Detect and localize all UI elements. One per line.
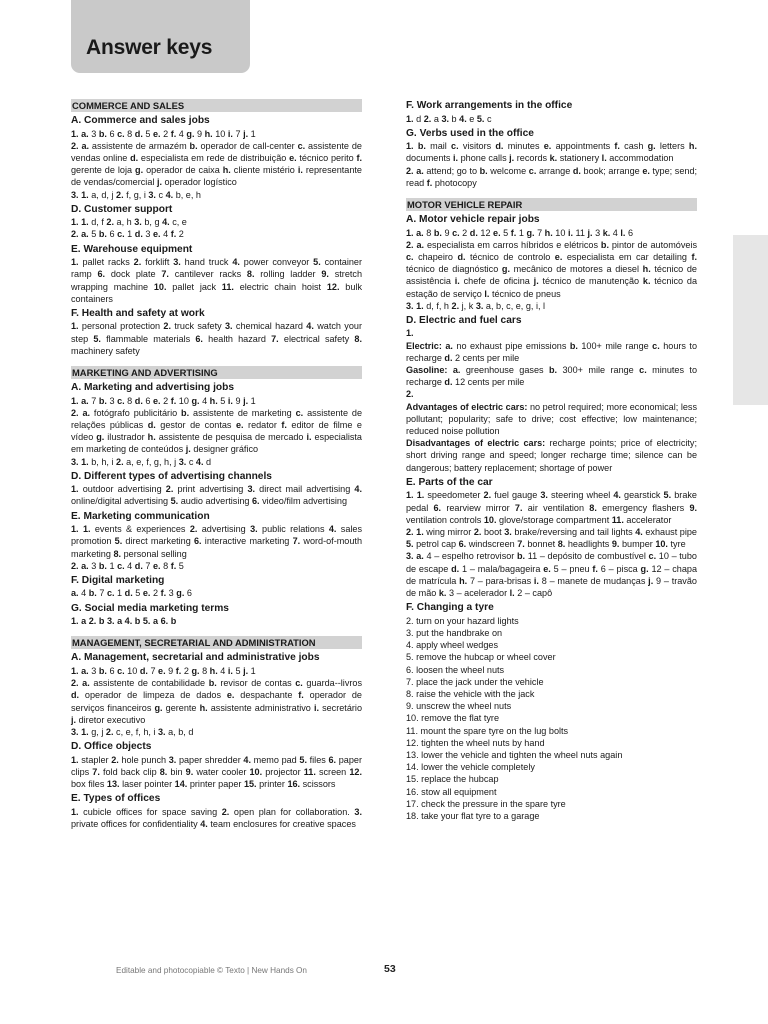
answer-line: 3. put the handbrake on: [406, 627, 503, 638]
answer-line: 1. 1. d, f 2. a, h 3. b, g 4. c, e: [71, 217, 187, 228]
answer-line: 17. check the pressure in the spare tyre: [406, 798, 566, 809]
answer-line: 1. 1. events & experiences 2. advertising 3. public relations 4. sales promotion 5. direct marketing 6. interactive marketing 7. word-of-mouth marketing 8. personal selling: [71, 524, 363, 559]
answer-line: 5. remove the hubcap or wheel cover: [406, 652, 556, 663]
exercise-heading: D. Electric and fuel cars: [406, 314, 522, 326]
answer-line: Disadvantages of electric cars: recharge points; price of electricity; short driving range and speed; longer recharge time; silence can be dangerous; battery replacement; shortage of power: [406, 438, 697, 473]
exercise-heading: A. Motor vehicle repair jobs: [406, 214, 540, 226]
exercise-heading: E. Types of offices: [71, 793, 161, 805]
answer-line: 1. stapler 2. hole punch 3. paper shredder 4. memo pad 5. files 6. paper clips 7. fold back clip 8. bin 9. water cooler 10. projector 11. screen 12. box files 13. laser pointer 14. printer paper 15. printer 16. scissors: [71, 754, 362, 790]
answer-line: 12. tighten the wheel nuts by hand: [406, 737, 545, 748]
exercise-heading: D. Different types of advertising channels: [71, 470, 272, 482]
answer-line: a. 4 b. 7 c. 1 d. 5 e. 2 f. 3 g. 6: [71, 588, 192, 599]
answer-line: 14. lower the vehicle completely: [406, 762, 535, 773]
exercise-heading: F. Health and safety at work: [71, 307, 205, 319]
answer-line: 2. a. 3 b. 1 c. 4 d. 7 e. 8 f. 5: [71, 560, 184, 571]
answer-line: 1. a. 3 b. 6 c. 8 d. 5 e. 2 f. 4 g. 9 h. 10 i. 7 j. 1: [71, 128, 256, 139]
answer-line: 8. raise the vehicle with the jack: [406, 688, 535, 699]
answer-line: 2. a. 5 b. 6 c. 1 d. 3 e. 4 f. 2: [71, 229, 184, 240]
title-tab: [71, 0, 250, 73]
section-band-heading: COMMERCE AND SALES: [71, 99, 362, 112]
answer-line: 1. 1. speedometer 2. fuel gauge 3. steering wheel 4. gearstick 5. brake pedal 6. rearview mirror 7. air ventilation 8. emergency flashers 9. ventilation controls 10. glove/storage compartment 11. accelerator: [406, 490, 698, 525]
exercise-heading: F. Changing a tyre: [406, 602, 494, 614]
answer-line: 7. place the jack under the vehicle: [406, 676, 544, 687]
footer-text: Editable and photocopiable © Texto | New Hands On: [116, 966, 307, 975]
answer-line: 3. 1. b, h, i 2. a, e, f, g, h, j 3. c 4. d: [71, 456, 212, 467]
answer-line: 2. a. assistente de contabilidade b. revisor de contas c. guarda--livros d. operador de limpeza de dados e. despachante f. operador de serviços financeiros g. gerente h. assistente administrativo i. secretário j. diretor executivo: [71, 678, 363, 725]
answer-line: 1. a. 8 b. 9 c. 2 d. 12 e. 5 f. 1 g. 7 h. 10 i. 11 j. 3 k. 4 l. 6: [406, 227, 634, 238]
answer-line: 1. b. mail c. visitors d. minutes e. appointments f. cash g. letters h. documents i. phone calls j. records k. stationery l. accommodation: [406, 141, 697, 164]
answer-line: 1. cubicle offices for space saving 2. open plan for collaboration. 3. private offices for confidentiality 4. team enclosures for creative spaces: [71, 806, 363, 829]
answer-line: 2. a. fotógrafo publicitário b. assistente de marketing c. assistente de relações públicas d. gestor de contas e. redator f. editor de filme e vídeo g. ilustrador h. assistente de pesquisa de mercado i. especialista em marketing de conteúdos j. designer gráfico: [71, 407, 362, 455]
answer-line: 4. apply wheel wedges: [406, 640, 499, 651]
exercise-heading: A. Commerce and sales jobs: [71, 115, 210, 126]
answer-line: 2.: [406, 389, 414, 400]
answer-line: 15. replace the hubcap: [406, 774, 499, 785]
answer-line: 3. a. 4 – espelho retrovisor b. 11 – depósito de combustível c. 10 – tubo de escape d. 1 – mala/bagageira e. 5 – pneu f. 6 – pisca g. 12 – chapa de matrícula h. 7 – para-brisas i. 8 – manete de mudanças j. 9 – travão de mão k. 3 – acelerador l. 2 – capô: [406, 551, 698, 598]
answer-line: 1. pallet racks 2. forklift 3. hand truck 4. power conveyor 5. container ramp 6. dock plate 7. cantilever racks 8. rolling ladder 9. stretch wrapping machine 10. pallet jack 11. electric chain hoist 12. bulk containers: [71, 257, 363, 304]
answer-line: Advantages of electric cars: no petrol required; more economical; less pollutant; popularity; safe to drive; cost effective; low maintenance; reduced noise pollution: [406, 401, 697, 437]
left-column: [71, 97, 362, 830]
answer-line: 16. stow all equipment: [406, 786, 497, 797]
answer-line: 1.: [406, 328, 414, 339]
answer-line: 6. loosen the wheel nuts: [406, 664, 505, 675]
answer-line: Electric: a. no exhaust pipe emissions b. 100+ mile range c. hours to recharge d. 2 cents per mile: [406, 340, 698, 363]
answer-line: 18. take your flat tyre to a garage: [406, 810, 540, 821]
answer-line: 1. a. 7 b. 3 c. 8 d. 6 e. 2 f. 10 g. 4 h. 5 i. 9 j. 1: [71, 395, 256, 406]
answer-line: 1. a. 3 b. 6 c. 10 d. 7 e. 9 f. 2 g. 8 h. 4 i. 5 j. 1: [71, 665, 256, 676]
section-band-heading: MARKETING AND ADVERTISING: [71, 366, 362, 379]
section-band-heading: MOTOR VEHICLE REPAIR: [406, 198, 697, 211]
exercise-heading: E. Parts of the car: [406, 476, 493, 488]
answer-line: 2. turn on your hazard lights: [406, 615, 519, 626]
answer-line: 10. remove the flat tyre: [406, 713, 500, 724]
answer-line: 1. outdoor advertising 2. print advertising 3. direct mail advertising 4. online/digital advertising 5. audio advertising 6. video/film advertising: [71, 484, 363, 507]
answer-line: 2. 1. wing mirror 2. boot 3. brake/reversing and tail lights 4. exhaust pipe 5. petrol cap 6. windscreen 7. bonnet 8. headlights 9. bumper 10. tyre: [406, 526, 697, 550]
answer-line: 3. 1. d, f, h 2. j, k 3. a, b, c, e, g, i, l: [406, 300, 546, 311]
answer-line: 2. a. assistente de armazém b. operador de call-center c. assistente de vendas online d. especialista em rede de distribuição e. técnico perito f. gerente de loja g. operador de caixa h. cliente mistério i. representante de vendas/comercial j. operador logístico: [71, 140, 362, 188]
exercise-heading: E. Marketing communication: [71, 510, 210, 522]
section-spacer: [71, 357, 362, 364]
side-edge-marker: [733, 235, 768, 405]
section-band-heading: MANAGEMENT, SECRETARIAL AND ADMINISTRATION: [71, 636, 362, 649]
exercise-heading: A. Marketing and advertising jobs: [71, 382, 235, 394]
exercise-heading: G. Verbs used in the office: [406, 127, 534, 139]
exercise-heading: F. Work arrangements in the office: [406, 100, 573, 111]
exercise-heading: D. Office objects: [71, 741, 152, 753]
answer-line: 9. unscrew the wheel nuts: [406, 701, 512, 712]
section-spacer: [406, 189, 697, 196]
answer-line: 1. d 2. a 3. b 4. e 5. c: [406, 113, 492, 124]
page-number: 53: [384, 963, 396, 975]
answer-line: 13. lower the vehicle and tighten the wheel nuts again: [406, 749, 623, 760]
answer-line: 1. personal protection 2. truck safety 3. chemical hazard 4. watch your step 5. flammable materials 6. health hazard 7. electrical safety 8. machinery safety: [71, 321, 362, 356]
answer-line: 2. a. attend; go to b. welcome c. arrange d. book; arrange e. type; send; read f. photocopy: [406, 165, 698, 188]
answer-line: 3. 1. a, d, j 2. f, g, i 3. c 4. b, e, h: [71, 189, 201, 200]
exercise-heading: G. Social media marketing terms: [71, 602, 229, 614]
exercise-heading: E. Warehouse equipment: [71, 243, 193, 255]
answer-line: 2. a. especialista em carros híbridos e elétricos b. pintor de automóveis c. chapeiro d. técnico de controlo e. especialista em car detailing f. técnico de diagnóstico g. mecânico de motores a diesel h. técnico de assistência i. chefe de oficina j. técnico de manutenção k. técnico da estação de serviço l. técnico de pneus: [406, 239, 697, 299]
answer-line: Gasoline: a. greenhouse gases b. 300+ mile range c. minutes to recharge d. 12 cents per mile: [406, 365, 697, 388]
exercise-heading: A. Management, secretarial and administrative jobs: [71, 652, 320, 664]
exercise-heading: D. Customer support: [71, 203, 173, 215]
exercise-heading: F. Digital marketing: [71, 574, 165, 586]
answer-line: 3. 1. g, j 2. c, e, f, h, i 3. a, b, d: [71, 726, 194, 737]
answer-line: 11. mount the spare tyre on the lug bolts: [406, 725, 569, 736]
page-title: Answer keys: [86, 36, 213, 59]
answer-line: 1. a 2. b 3. a 4. b 5. a 6. b: [71, 616, 177, 627]
right-column: [406, 97, 697, 822]
section-spacer: [71, 627, 362, 634]
